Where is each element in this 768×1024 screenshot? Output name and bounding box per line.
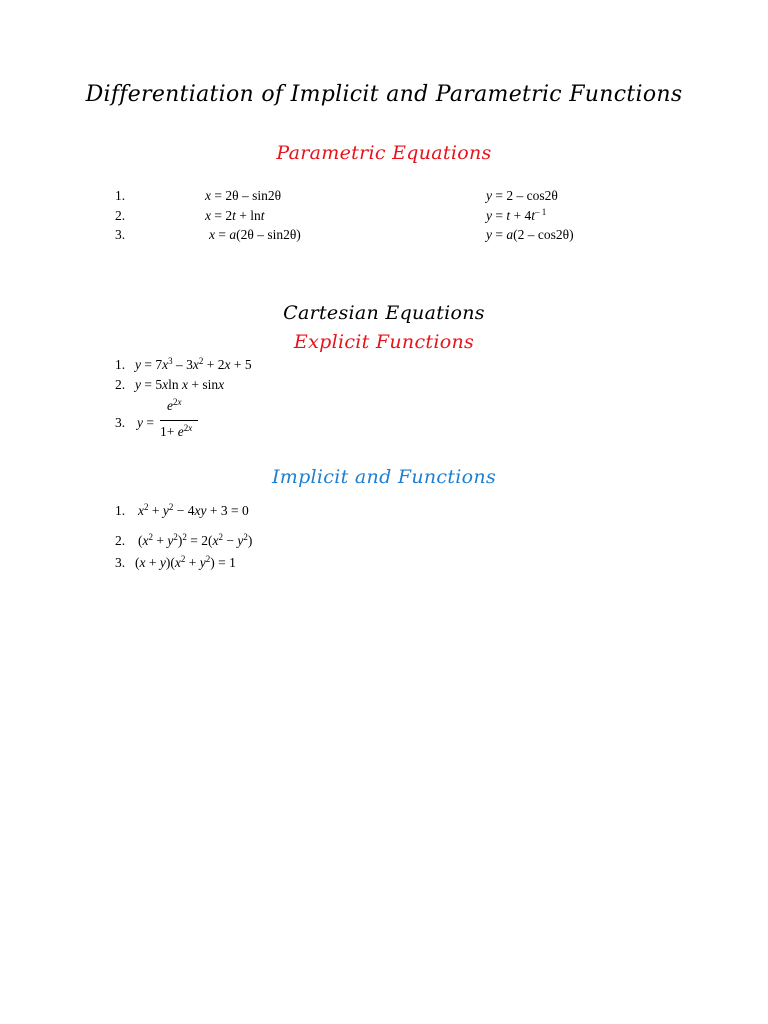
implicit-equation: $(x^2 + y^2)^2 = 2(x^2 - y^2)$ <box>138 532 253 548</box>
explicit-item-number: 2. <box>115 377 126 392</box>
parametric-y-equation: y = 2 – cos2θ <box>486 188 558 203</box>
explicit-equation: y = <box>137 415 154 430</box>
parametric-x-equation: x = a(2θ – sin2θ) <box>209 227 301 242</box>
cartesian-heading: Cartesian Equations <box>283 302 485 324</box>
implicit-item-number: 1. <box>115 503 126 518</box>
parametric-heading: Parametric Equations <box>276 142 492 164</box>
parametric-x-equation: x = 2t + lnt <box>205 208 265 223</box>
parametric-y-equation: $y = t + 4t^{- 1}$ <box>486 207 547 223</box>
exponent: – 1 <box>535 207 547 217</box>
explicit-item-number: 1. <box>115 357 126 372</box>
implicit-heading: Implicit and Functions <box>271 466 497 488</box>
implicit-item-number: 3. <box>115 555 126 570</box>
parametric-item-number: 1. <box>115 188 126 203</box>
fraction-denominator: $1+ e^{2x}$ <box>160 423 193 439</box>
implicit-equation: $x^2 + y^2 - 4xy + 3 = 0$ <box>138 502 249 518</box>
parametric-item-number: 3. <box>115 227 126 242</box>
parametric-y-equation: y = a(2 – cos2θ) <box>486 227 574 242</box>
explicit-equation: $y = 7x^3 - 3x^2 + 2x + 5$ <box>135 356 252 372</box>
implicit-item-number: 2. <box>115 533 126 548</box>
fraction-numerator: $e^{2x}$ <box>167 397 182 413</box>
parametric-x-equation: x = 2θ – sin2θ <box>205 188 282 203</box>
parametric-item-number: 2. <box>115 208 126 223</box>
explicit-heading: Explicit Functions <box>293 331 475 353</box>
page-title: Differentiation of Implicit and Parametric Functions <box>85 82 683 107</box>
explicit-equation: y = 5xln x + sinx <box>135 377 225 392</box>
fraction-bar <box>160 420 198 421</box>
fraction <box>160 398 198 442</box>
explicit-item-number: 3. <box>115 415 126 430</box>
implicit-equation: $(x + y)(x^2 + y^2) = 1$ <box>135 554 236 570</box>
